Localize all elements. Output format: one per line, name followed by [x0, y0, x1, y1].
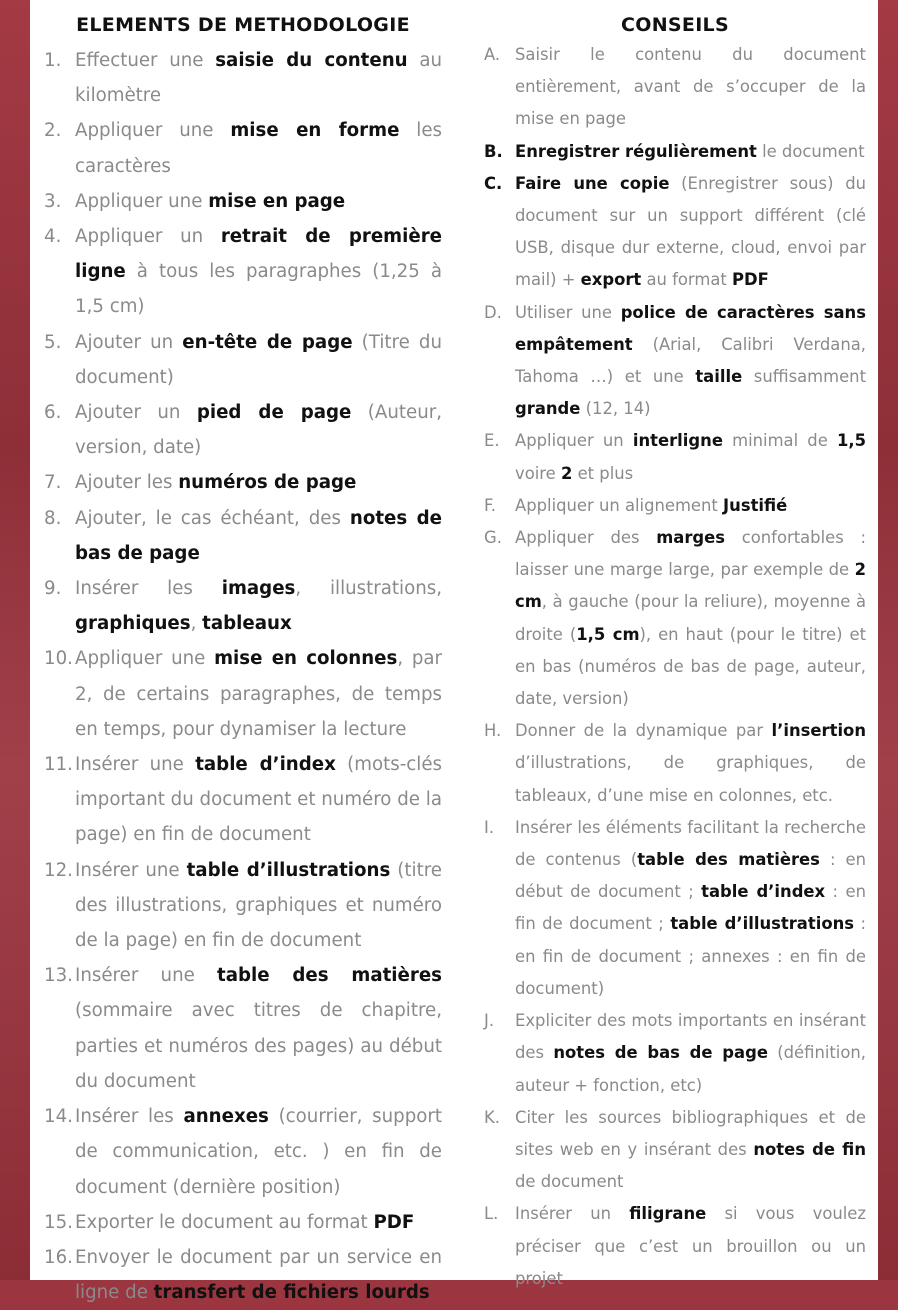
list-item: [484, 39, 866, 136]
item-text: Insérer une: [75, 859, 187, 881]
list-item: [44, 853, 442, 959]
item-text: Effectuer une: [75, 50, 216, 71]
item-marker: L.: [484, 1204, 499, 1224]
emphasis-text: Enregistrer régulièrement: [515, 141, 757, 161]
item-text: (Enregistrer sous) du document sur un support différent (clé USB, disque dur externe, cloud, envoi par mail) +: [515, 173, 866, 290]
item-text: , à gauche (pour la reliure), moyenne à droite (: [515, 592, 866, 644]
methodology-title: ELEMENTS DE METHODOLOGIE: [76, 14, 410, 36]
item-marker: 7.: [44, 472, 62, 494]
item-text: Insérer une: [75, 754, 196, 776]
list-item: [484, 1198, 866, 1295]
background-left-edge: [0, 0, 30, 1280]
emphasis-text: notes de bas de page: [553, 1043, 768, 1063]
item-text: (sommaire avec titres de chapitre, parties et numéros des pages) au début du document: [75, 1000, 442, 1092]
item-text: Ajouter les: [75, 472, 179, 494]
item-marker: 4.: [44, 226, 62, 248]
item-marker: 10.: [44, 648, 73, 670]
emphasis-text: mise en colonnes: [214, 648, 398, 670]
emphasis-text: table d’illustrations: [186, 859, 391, 881]
item-text: Insérer les éléments facilitant la recherche de contenus (: [515, 817, 866, 870]
emphasis-text: 1,5: [836, 431, 866, 451]
item-text: Appliquer un alignement: [515, 495, 724, 515]
item-marker: 9.: [44, 578, 62, 600]
item-text: si vous voulez préciser que c’est un brouillon ou un projet: [515, 1204, 866, 1288]
advice-list: [484, 39, 866, 1295]
item-marker: 3.: [44, 190, 62, 212]
item-text: : en fin de document ;: [515, 882, 866, 934]
item-text: Donner de la dynamique par: [515, 721, 772, 741]
item-text: : en début de document ;: [515, 850, 866, 902]
list-item: [484, 168, 866, 297]
item-marker: 16.: [44, 1246, 73, 1268]
item-text: (Titre du document): [75, 331, 442, 388]
item-text: Citer les sources bibliographiques et de sites web en y insérant des: [515, 1107, 866, 1159]
item-text: Appliquer un: [515, 431, 633, 451]
list-item: [484, 522, 866, 715]
emphasis-text: tableaux: [202, 613, 292, 635]
emphasis-text: graphiques: [75, 613, 191, 635]
item-text: Insérer les: [75, 578, 222, 600]
emphasis-text: transfert de fichiers lourds: [153, 1282, 430, 1304]
item-marker: E.: [484, 431, 500, 451]
item-text: (12, 14): [580, 399, 651, 419]
item-text: ,: [190, 613, 203, 635]
item-marker: J.: [484, 1011, 495, 1031]
emphasis-text: notes de fin: [753, 1139, 866, 1159]
emphasis-text: Faire une copie: [515, 173, 670, 193]
emphasis-text: table des matières: [637, 850, 820, 870]
item-text: Appliquer une: [75, 648, 215, 670]
item-marker: 6.: [44, 402, 62, 424]
item-text: Ajouter un: [75, 331, 183, 353]
item-marker: B.: [484, 141, 503, 161]
emphasis-text: interligne: [632, 431, 723, 451]
emphasis-text: saisie du contenu: [215, 50, 408, 71]
list-item: [44, 184, 442, 219]
list-item: [44, 219, 442, 325]
item-text: Exporter le document au format: [75, 1211, 374, 1233]
emphasis-text: mise en forme: [230, 120, 400, 142]
item-marker: 1.: [44, 50, 62, 71]
item-text: Insérer les: [75, 1106, 184, 1128]
item-text: confortables : laisser une marge large, par exemple de: [515, 528, 866, 580]
item-marker: F.: [484, 495, 497, 515]
item-text: le document: [756, 141, 865, 161]
list-item: [484, 715, 866, 812]
emphasis-text: notes de bas de page: [75, 507, 443, 564]
list-item: [44, 1240, 442, 1310]
item-marker: 11.: [44, 754, 73, 776]
item-text: minimal de: [722, 431, 837, 451]
item-text: au kilomètre: [75, 50, 442, 107]
item-marker: I.: [484, 817, 495, 837]
list-item: [44, 113, 442, 183]
emphasis-text: pied de page: [196, 402, 352, 424]
list-item: [44, 1099, 442, 1205]
list-item: [484, 812, 866, 1005]
emphasis-text: taille: [695, 367, 743, 387]
list-item: [44, 325, 442, 395]
item-marker: 13.: [44, 965, 73, 987]
emphasis-text: grande: [515, 399, 581, 419]
item-text: Expliciter des mots importants en insérant des: [515, 1011, 866, 1063]
item-text: (définition, auteur + fonction, etc): [515, 1043, 866, 1095]
list-item: [484, 490, 866, 522]
emphasis-text: PDF: [732, 270, 769, 290]
item-text: voire: [515, 463, 561, 483]
methodology-list: [44, 43, 442, 1310]
emphasis-text: table d’index: [195, 754, 336, 776]
emphasis-text: numéros de page: [178, 472, 357, 494]
item-text: au format: [641, 270, 733, 290]
advice-column: [484, 0, 866, 1295]
list-item: [44, 641, 442, 747]
list-item: [44, 465, 442, 500]
emphasis-text: 2 cm: [515, 560, 866, 612]
emphasis-text: images: [221, 578, 296, 600]
item-marker: C.: [484, 173, 503, 193]
emphasis-text: table d’index: [701, 882, 826, 902]
emphasis-text: 2: [560, 463, 573, 483]
item-text: ), en haut (pour le titre) et en bas (numéros de bas de page, auteur, date, version): [515, 624, 866, 709]
emphasis-text: retrait de première ligne: [75, 226, 442, 283]
list-item: [44, 1205, 442, 1240]
item-text: Appliquer une: [75, 190, 209, 212]
emphasis-text: table d’illustrations: [670, 914, 854, 934]
item-text: , par 2, de certains paragraphes, de temps en temps, pour dynamiser la lecture: [75, 648, 443, 740]
item-marker: H.: [484, 721, 502, 741]
item-marker: A.: [484, 45, 501, 64]
item-marker: 12.: [44, 859, 73, 881]
list-item: [484, 425, 866, 489]
item-text: Appliquer des: [515, 528, 657, 548]
item-text: Utiliser une: [515, 302, 621, 322]
emphasis-text: marges: [656, 528, 726, 548]
emphasis-text: filigrane: [629, 1204, 707, 1224]
list-item: [44, 571, 442, 641]
item-text: Ajouter, le cas échéant, des: [75, 507, 350, 529]
emphasis-text: annexes: [183, 1106, 269, 1128]
item-text: (mots-clés important du document et numéro de la page) en fin de document: [75, 754, 442, 846]
item-marker: 8.: [44, 507, 62, 529]
list-item: [484, 1102, 866, 1199]
item-text: d’illustrations, de graphiques, de tableaux, d’une mise en colonnes, etc.: [515, 753, 866, 805]
list-item: [44, 501, 442, 571]
item-text: (Arial, Calibri Verdana, Tahoma …) et une: [515, 334, 866, 387]
item-text: (titre des illustrations, graphiques et numéro de la page) en fin de document: [75, 859, 442, 952]
item-text: , illustrations,: [295, 578, 442, 600]
item-marker: 5.: [44, 331, 62, 353]
item-text: à tous les paragraphes (1,25 à 1,5 cm): [75, 261, 442, 318]
item-text: Insérer une: [75, 965, 218, 987]
item-marker: K.: [484, 1107, 500, 1127]
list-item: [44, 395, 442, 465]
item-text: Saisir le contenu du document entièrement, avant de s’occuper de la mise en page: [515, 45, 866, 129]
item-text: Appliquer une: [75, 120, 231, 142]
item-text: et plus: [572, 463, 634, 483]
emphasis-text: 1,5 cm: [576, 624, 640, 644]
item-marker: 2.: [44, 120, 62, 142]
methodology-column: [44, 0, 442, 1310]
emphasis-text: l’insertion: [771, 721, 866, 741]
item-text: Ajouter un: [75, 402, 197, 424]
item-marker: G.: [484, 528, 502, 548]
item-text: suffisamment: [742, 367, 866, 387]
item-text: Envoyer le document par un service en ligne de: [75, 1246, 442, 1304]
list-item: [44, 43, 442, 113]
item-marker: 14.: [44, 1106, 73, 1128]
emphasis-text: en-tête de page: [182, 331, 353, 353]
emphasis-text: Justifié: [723, 495, 788, 515]
item-text: (Auteur, version, date): [75, 402, 442, 459]
list-item: [484, 136, 866, 168]
list-item: [44, 747, 442, 853]
item-text: (courrier, support de communication, etc. ) en fin de document (dernière position): [75, 1106, 442, 1198]
item-text: de document: [515, 1172, 624, 1192]
item-text: Insérer un: [515, 1204, 630, 1224]
emphasis-text: table des matières: [217, 965, 442, 987]
emphasis-text: mise en page: [208, 190, 346, 212]
item-text: les caractères: [75, 120, 443, 177]
emphasis-text: PDF: [373, 1211, 415, 1233]
advice-title: CONSEILS: [621, 14, 729, 36]
item-text: : en fin de document ; annexes : en fin de document): [515, 914, 866, 998]
list-item: [44, 958, 442, 1099]
item-text: Appliquer un: [75, 226, 221, 248]
list-item: [484, 1005, 866, 1102]
list-item: [484, 297, 866, 426]
emphasis-text: export: [580, 270, 642, 290]
item-marker: D.: [484, 302, 502, 322]
document-page: [30, 0, 878, 1304]
background-right-edge: [878, 0, 898, 1280]
emphasis-text: police de caractères sans empâtement: [515, 302, 866, 354]
item-marker: 15.: [44, 1211, 73, 1233]
